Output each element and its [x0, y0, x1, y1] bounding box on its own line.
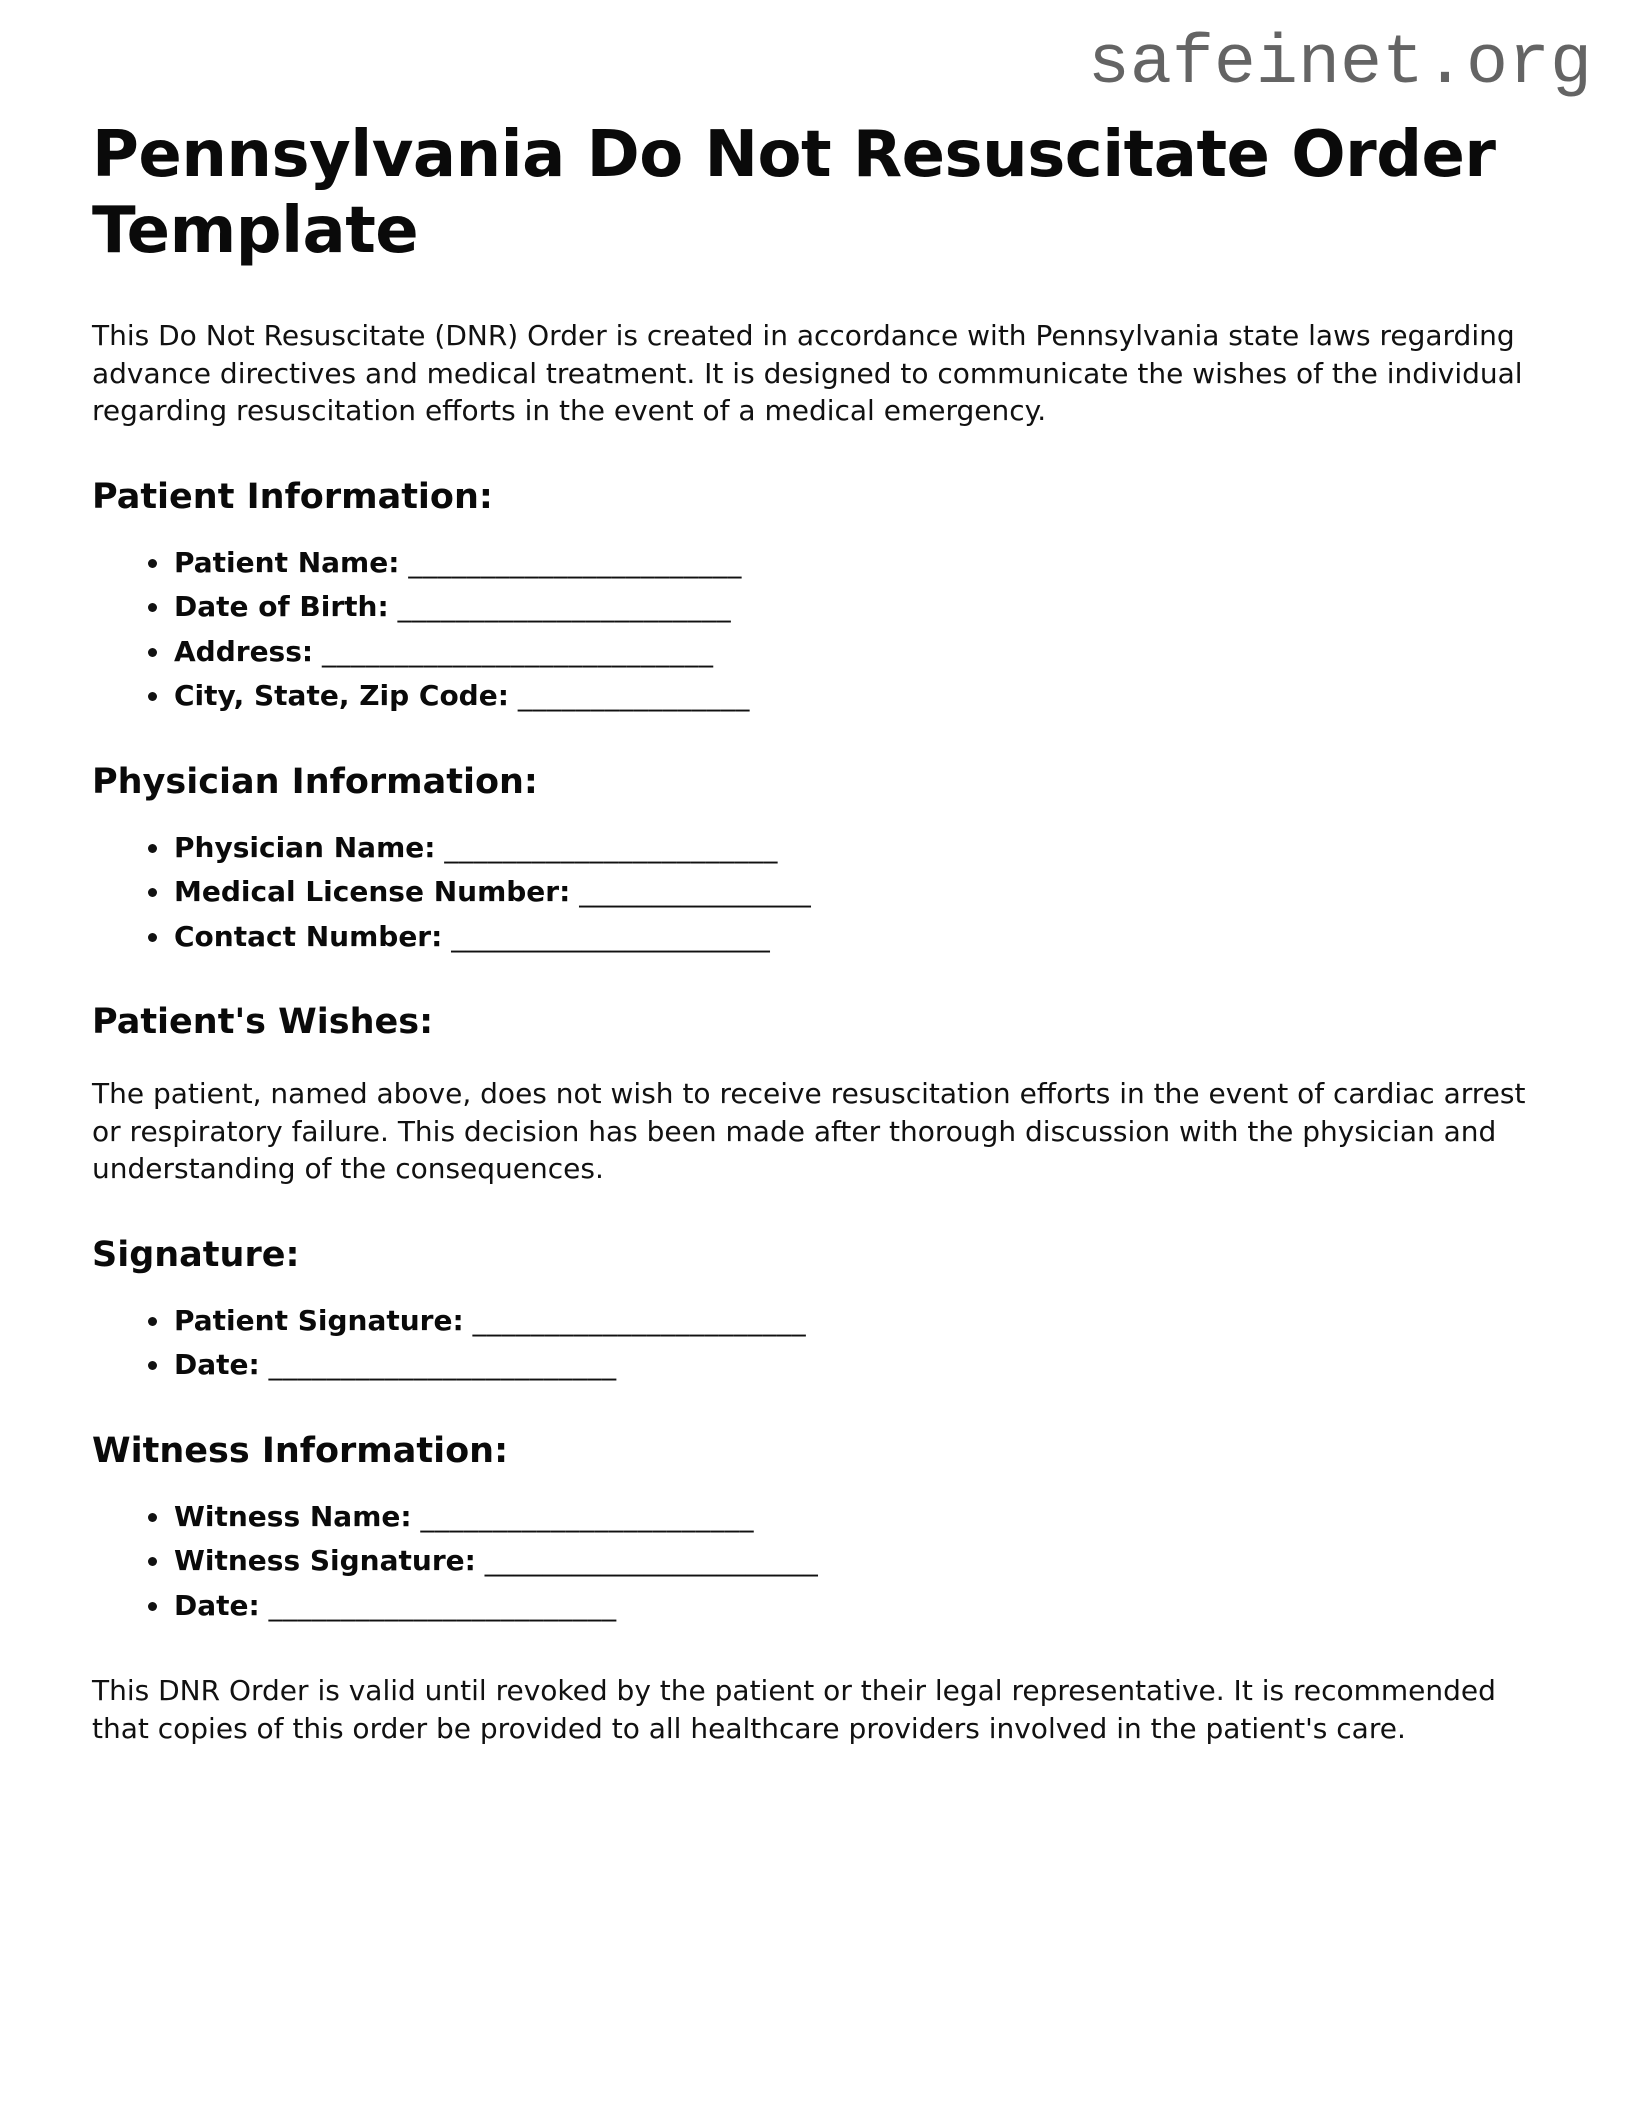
- section-heading-patient-information: Patient Information:: [92, 476, 493, 517]
- field-contact-number: [172, 918, 1552, 956]
- section-heading-signature: Signature:: [92, 1234, 300, 1275]
- field-label: Date:: [174, 1588, 260, 1622]
- fill-in-blank-line: ________________________: [268, 1588, 617, 1622]
- field-witness-date: [172, 1587, 1552, 1625]
- field-physician-name: [172, 829, 1552, 867]
- field-label: Witness Name:: [174, 1499, 412, 1533]
- fill-in-blank-line: ________________: [579, 875, 812, 909]
- fill-in-blank-line: ___________________________: [322, 634, 714, 668]
- document-title: Pennsylvania Do Not Resuscitate Order Template: [92, 118, 1496, 268]
- field-witness-signature: [172, 1542, 1552, 1580]
- field-label: Witness Signature:: [174, 1544, 476, 1578]
- fill-in-blank-line: ________________________: [268, 1348, 617, 1382]
- field-patient-name: [172, 544, 1552, 582]
- field-label: Date of Birth:: [174, 590, 389, 624]
- patients-wishes-paragraph: The patient, named above, does not wish to receive resuscitation efforts in the event of cardiac arrest or respiratory failure. This decision has been made after thorough discussion with the physician and understanding of the consequences.: [92, 1077, 1526, 1186]
- field-label: Patient Signature:: [174, 1303, 464, 1337]
- field-signature-date: [172, 1346, 1552, 1384]
- fill-in-blank-line: ______________________: [451, 919, 771, 953]
- closing-paragraph: This DNR Order is valid until revoked by the patient or their legal representative. It is recommended that copies of this order be provided to all healthcare providers involved in the patient's care.: [92, 1674, 1496, 1745]
- field-label: City, State, Zip Code:: [174, 679, 509, 713]
- witness-information-list: [92, 1498, 1552, 1625]
- section-heading-witness-information: Witness Information:: [92, 1430, 509, 1471]
- fill-in-blank-line: _______________________: [408, 545, 742, 579]
- field-date-of-birth: [172, 588, 1552, 626]
- patient-information-list: [92, 544, 1552, 715]
- fill-in-blank-line: _______________________: [444, 830, 778, 864]
- field-patient-signature: [172, 1302, 1552, 1340]
- field-medical-license-number: [172, 873, 1552, 911]
- field-label: Date:: [174, 1348, 260, 1382]
- section-heading-patients-wishes: Patient's Wishes:: [92, 1002, 434, 1043]
- field-label: Physician Name:: [174, 830, 436, 864]
- field-witness-name: [172, 1498, 1552, 1536]
- field-address: [172, 633, 1552, 671]
- fill-in-blank-line: _______________________: [420, 1499, 754, 1533]
- physician-information-list: [92, 829, 1552, 956]
- field-label: Patient Name:: [174, 545, 400, 579]
- fill-in-blank-line: _______________________: [472, 1303, 807, 1337]
- field-label: Contact Number:: [174, 919, 443, 953]
- field-label: Address:: [174, 634, 314, 668]
- fill-in-blank-line: ________________: [517, 679, 750, 713]
- field-label: Medical License Number:: [174, 875, 571, 909]
- intro-paragraph: This Do Not Resuscitate (DNR) Order is created in accordance with Pennsylvania state laws regarding advance directives and medical treatment. It is designed to communicate the wishes of the individual regarding resuscitation efforts in the event of a medical emergency.: [92, 319, 1523, 428]
- field-city-state-zip: [172, 677, 1552, 715]
- fill-in-blank-line: _______________________: [484, 1544, 819, 1578]
- section-heading-physician-information: Physician Information:: [92, 761, 538, 802]
- fill-in-blank-line: _______________________: [397, 590, 732, 624]
- site-logo: safeinet.org: [1087, 25, 1592, 104]
- signature-list: [92, 1302, 1552, 1384]
